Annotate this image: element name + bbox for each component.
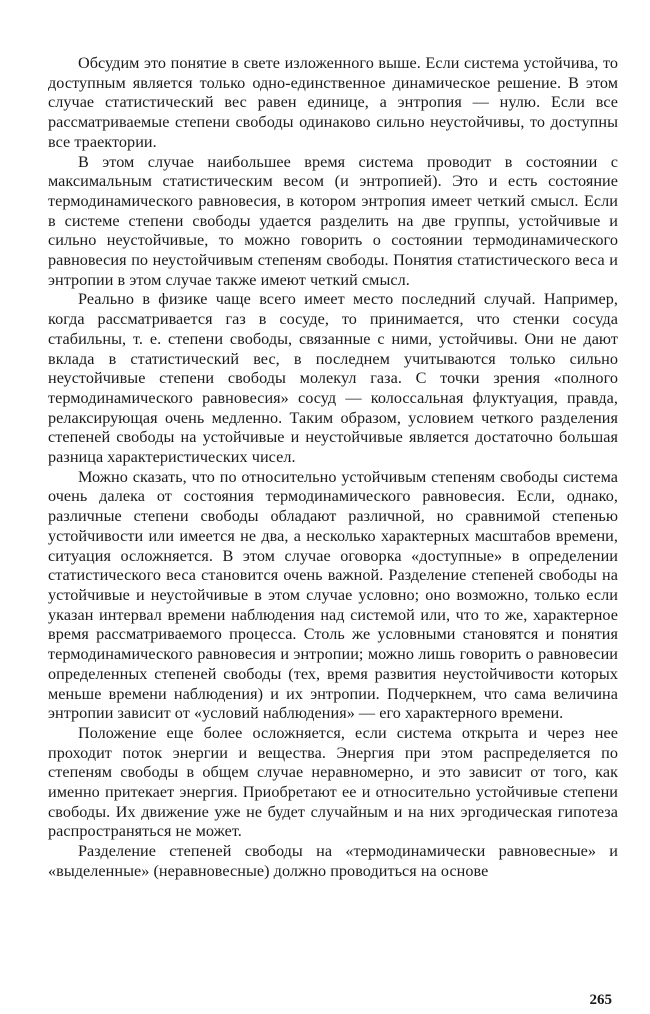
paragraph-3: Реально в физике чаще всего имеет место последний случай. Например, когда рассматривается газ в сосуде, то принимается, что стенки сосуда стабильны, т. е. степени свободы, связанные с ними, устойчивы. Они не дают вклада в статистический вес, в последнем учитываются только сильно неустойчивые степени свободы молекул газа. С точки зрения «полного термодинамического равновесия» сосуд — колоссальная флуктуация, правда, релаксирующая очень медленно. Таким образом, условием четкого разделения степеней свободы на устойчивые и неустойчивые является достаточно большая разница характеристических чисел. xyxy=(48,290,618,467)
paragraph-4: Можно сказать, что по относительно устойчивым степеням свободы система очень далека от состояния термодинамического равновесия. Если, однако, различные степени свободы обладают различной, но сравнимой степенью устойчивости или имеется не два, а несколько характерных масштабов времени, ситуация осложняется. В этом случае оговорка «доступные» в определении статистического веса становится очень важной. Разделение степеней свободы на устойчивые и неустойчивые в этом случае условно; оно возможно, только если указан интервал времени наблюдения над системой или, что то же, характерное время рассматриваемого процесса. Столь же условными становятся и понятия термодинамического равновесия и энтропии; можно лишь говорить о равновесии определенных степеней свободы (тех, время развития неустойчивости которых меньше времени наблюдения) и их энтропии. Подчеркнем, что сама величина энтропии зависит от «условий наблюдения» — его характерного времени. xyxy=(48,467,618,723)
page-body xyxy=(48,54,618,882)
page-number: 265 xyxy=(589,992,612,1008)
paragraph-6: Разделение степеней свободы на «термодинамически равновесные» и «выделенные» (неравновесные) должно проводиться на основе xyxy=(48,842,618,880)
paragraph-5: Положение еще более осложняется, если система открыта и через нее проходит поток энергии и вещества. Энергия при этом распределяется по степеням свободы в общем случае неравномерно, и это зависит от того, как именно притекает энергия. Приобретают ее и относительно устойчивые степени свободы. Их движение уже не будет случайным и на них эргодическая гипотеза распространяться не может. xyxy=(48,723,618,841)
paragraph-1: Обсудим это понятие в свете изложенного выше. Если система устойчива, то доступным является только одно-единственное динамическое решение. В этом случае статистический вес равен единице, а энтропия — нулю. Если все рассматриваемые степени свободы одинаково сильно неустойчивы, то доступны все траектории. xyxy=(48,54,618,151)
paragraph-2: В этом случае наибольшее время система проводит в состоянии с максимальным статистическим весом (и энтропией). Это и есть состояние термодинамического равновесия, в котором энтропия имеет четкий смысл. Если в системе степени свободы удается разделить на две группы, устойчивые и сильно неустойчивые, то можно говорить о состоянии термодинамического равновесия по неустойчивым степеням свободы. Понятия статистического веса и энтропии в этом случае также имеют четкий смысл. xyxy=(48,152,618,289)
